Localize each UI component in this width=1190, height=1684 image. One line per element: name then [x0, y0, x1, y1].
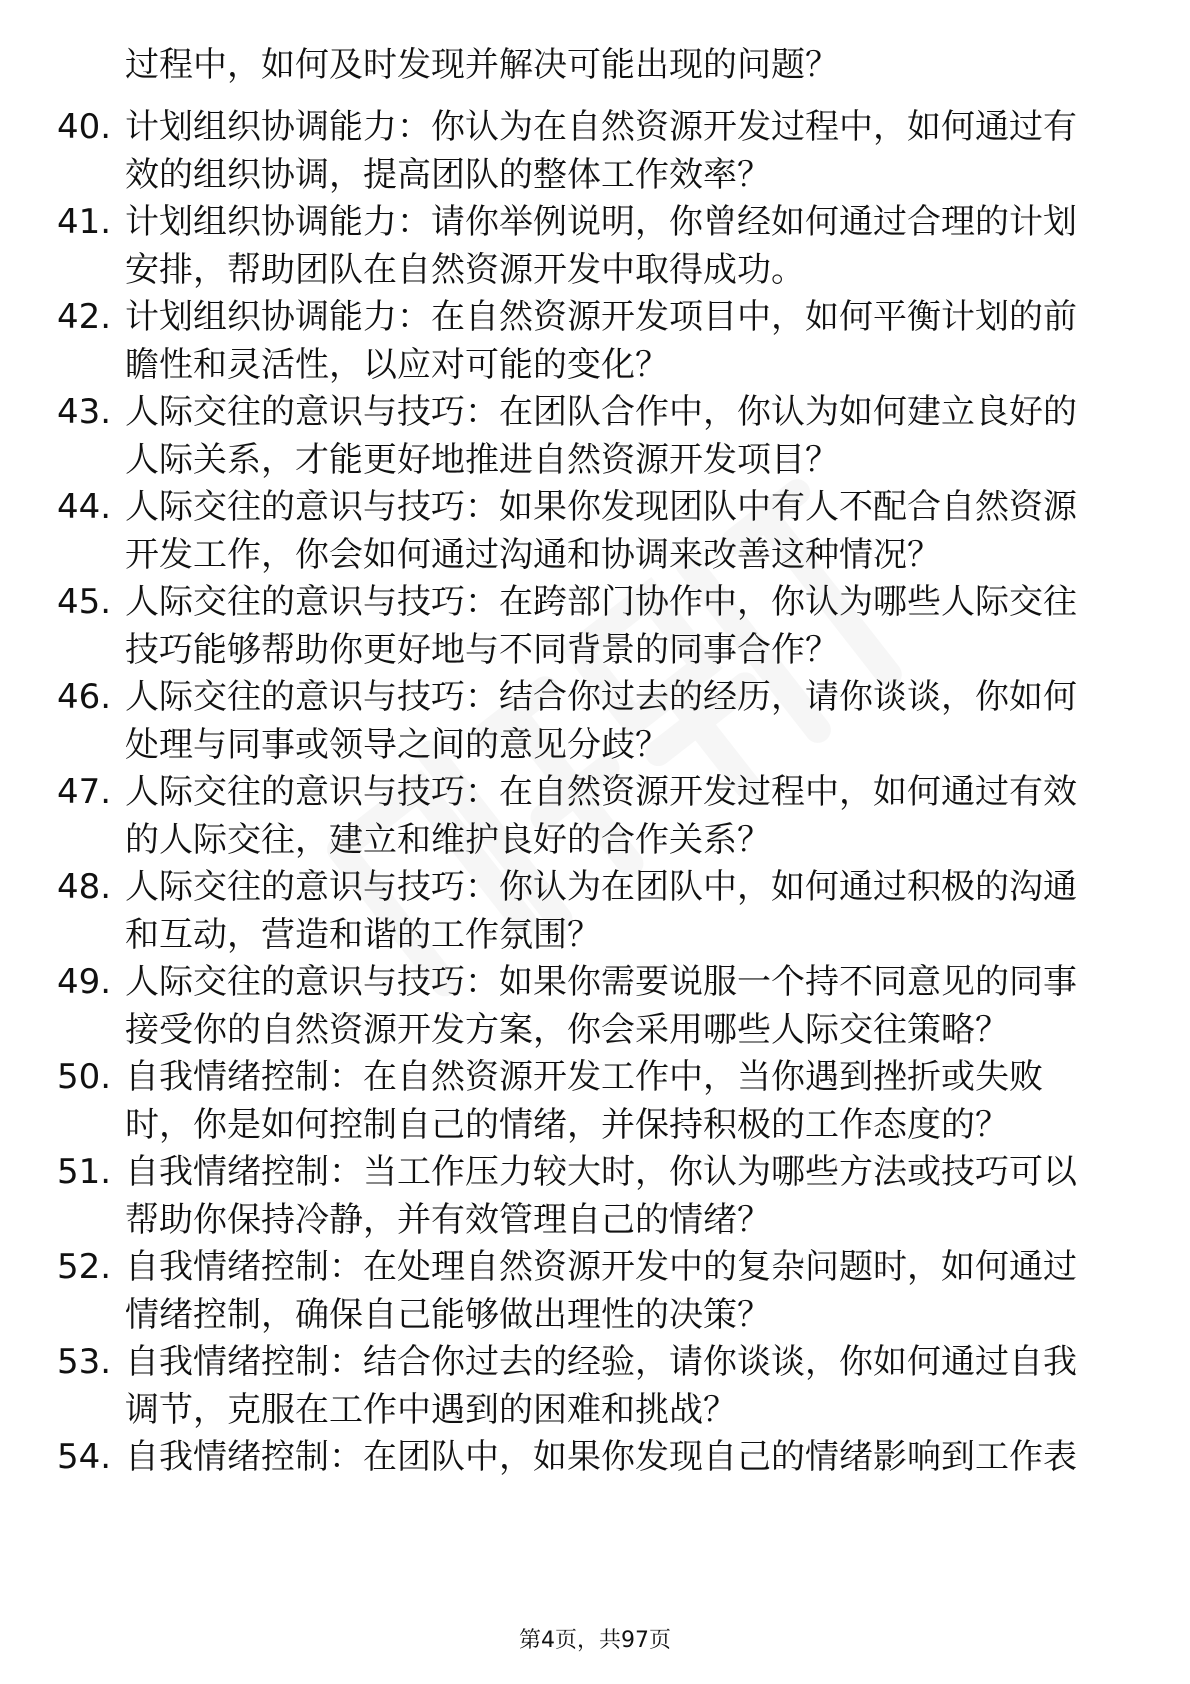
list-item: [0, 387, 1190, 487]
item-number: 50.: [57, 1057, 112, 1097]
item-text-line1: 自我情绪控制：在团队中，如果你发现自己的情绪影响到工作表: [125, 1437, 1077, 1477]
item-number: 49.: [57, 962, 112, 1002]
item-text-line1: 人际交往的意识与技巧：在跨部门协作中，你认为哪些人际交往: [125, 582, 1077, 622]
list-item: [0, 197, 1190, 297]
item-text-line2: 开发工作，你会如何通过沟通和协调来改善这种情况？: [125, 535, 941, 575]
list-item: [0, 1052, 1190, 1152]
item-text-line1: 自我情绪控制：在处理自然资源开发中的复杂问题时，如何通过: [125, 1247, 1077, 1287]
item-text-line1: 计划组织协调能力：在自然资源开发项目中，如何平衡计划的前: [125, 297, 1077, 337]
list-item: [0, 1147, 1190, 1247]
item-text-line2: 技巧能够帮助你更好地与不同背景的同事合作？: [125, 630, 839, 670]
item-text-line2: 调节，克服在工作中遇到的困难和挑战？: [125, 1390, 737, 1430]
list-item: [0, 1242, 1190, 1342]
list-item: [0, 862, 1190, 962]
item-text-line2: 和互动，营造和谐的工作氛围？: [125, 915, 601, 955]
list-item: [0, 577, 1190, 677]
item-text-line2: 时，你是如何控制自己的情绪，并保持积极的工作态度的？: [125, 1105, 1009, 1145]
item-text-line2: 人际关系，才能更好地推进自然资源开发项目？: [125, 440, 839, 480]
list-item: [0, 672, 1190, 772]
item-text-line1: 人际交往的意识与技巧：在自然资源开发过程中，如何通过有效: [125, 772, 1077, 812]
item-number: 46.: [57, 677, 112, 717]
item-text-line1: 人际交往的意识与技巧：结合你过去的经历，请你谈谈，你如何: [125, 677, 1077, 717]
item-number: 54.: [57, 1437, 112, 1477]
item-number: 51.: [57, 1152, 112, 1192]
item-text-line1: 人际交往的意识与技巧：你认为在团队中，如何通过积极的沟通: [125, 867, 1077, 907]
item-text-line2: 的人际交往，建立和维护良好的合作关系？: [125, 820, 771, 860]
item-number: 47.: [57, 772, 112, 812]
item-text-line2: 效的组织协调，提高团队的整体工作效率？: [125, 155, 771, 195]
list-item: [0, 1337, 1190, 1437]
item-text-line2: 瞻性和灵活性，以应对可能的变化？: [125, 345, 669, 385]
item-number: 42.: [57, 297, 112, 337]
list-item: [0, 102, 1190, 202]
continuation-text: 过程中，如何及时发现并解决可能出现的问题？: [125, 45, 839, 85]
item-number: 53.: [57, 1342, 112, 1382]
item-text-line2: 接受你的自然资源开发方案，你会采用哪些人际交往策略？: [125, 1010, 1009, 1050]
item-text-line1: 人际交往的意识与技巧：如果你需要说服一个持不同意见的同事: [125, 962, 1077, 1002]
item-number: 52.: [57, 1247, 112, 1287]
item-text-line1: 自我情绪控制：当工作压力较大时，你认为哪些方法或技巧可以: [125, 1152, 1077, 1192]
item-number: 44.: [57, 487, 112, 527]
item-text-line1: 人际交往的意识与技巧：在团队合作中，你认为如何建立良好的: [125, 392, 1077, 432]
list-item: [0, 957, 1190, 1057]
item-text-line2: 处理与同事或领导之间的意见分歧？: [125, 725, 669, 765]
item-number: 40.: [57, 107, 112, 147]
list-item: [0, 1432, 1190, 1532]
item-number: 45.: [57, 582, 112, 622]
item-text-line1: 自我情绪控制：结合你过去的经验，请你谈谈，你如何通过自我: [125, 1342, 1077, 1382]
page-footer: 第4页，共97页: [519, 1628, 671, 1653]
item-text-line1: 自我情绪控制：在自然资源开发工作中，当你遇到挫折或失败: [125, 1057, 1043, 1097]
item-text-line1: 计划组织协调能力：你认为在自然资源开发过程中，如何通过有: [125, 107, 1077, 147]
list-item: [0, 482, 1190, 582]
list-item: [0, 292, 1190, 392]
item-number: 43.: [57, 392, 112, 432]
item-text-line1: 人际交往的意识与技巧：如果你发现团队中有人不配合自然资源: [125, 487, 1077, 527]
item-text-line2: 情绪控制，确保自己能够做出理性的决策？: [125, 1295, 771, 1335]
item-number: 41.: [57, 202, 112, 242]
item-text-line2: 安排，帮助团队在自然资源开发中取得成功。: [125, 250, 805, 290]
item-text-line1: 计划组织协调能力：请你举例说明，你曾经如何通过合理的计划: [125, 202, 1077, 242]
item-text-line2: 帮助你保持冷静，并有效管理自己的情绪？: [125, 1200, 771, 1240]
item-number: 48.: [57, 867, 112, 907]
list-item: [0, 767, 1190, 867]
